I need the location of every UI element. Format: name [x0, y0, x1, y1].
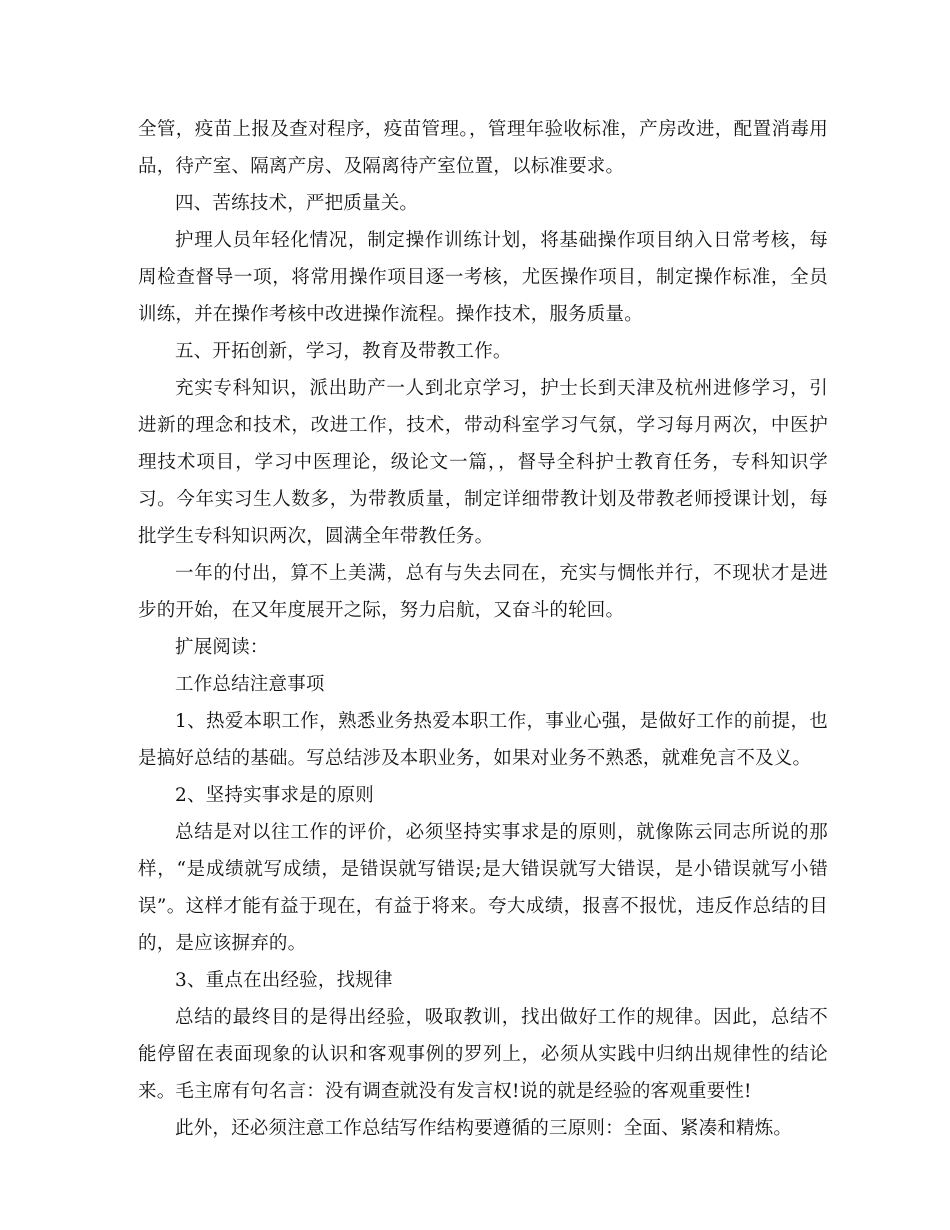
note-2-paragraph: 总结是对以往工作的评价，必须坚持实事求是的原则，就像陈云同志所说的那样，“是成绩就写成绩，是错误就写错误;是大错误就写大错误，是小错误就写小错误”。这样才能有益于现在，有益于将来。夸大成绩，报喜不报忧，违反作总结的目的，是应该摒弃的。 — [138, 822, 828, 954]
note-3-heading: 3、重点在出经验，找规律 — [175, 970, 393, 991]
paragraph-education: 充实专科知识，派出助产一人到北京学习，护士长到天津及杭州进修学习，引进新的理念和技术，改进工作，技术，带动科室学习气氛，学习每月两次，中医护理技术项目，学习中医理论，级论文一篇，，督导全科护士教育任务，专科知识学习。今年实习生人数多，为带教质量，制定详细带教计划及带教老师授课计划，每批学生专科知识两次，圆满全年带教任务。 — [138, 378, 828, 547]
notes-title: 工作总结注意事项 — [175, 674, 325, 695]
paragraph-training: 护理人员年轻化情况，制定操作训练计划，将基础操作项目纳入日常考核，每周检查督导一项，将常用操作项目逐一考核，尤医操作项目，制定操作标准，全员训练，并在操作考核中改进操作流程。操作技术，服务质量。 — [138, 230, 828, 325]
extended-reading-label: 扩展阅读： — [175, 637, 269, 658]
note-1-paragraph: 1、热爱本职工作，熟悉业务热爱本职工作，事业心强，是做好工作的前提，也是搞好总结的基础。写总结涉及本职业务，如果对业务不熟悉，就难免言不及义。 — [138, 711, 828, 769]
section-heading-4: 四、苦练技术，严把质量关。 — [175, 193, 419, 214]
final-paragraph: 此外，还必须注意工作总结写作结构要遵循的三原则：全面、紧凑和精炼。 — [175, 1118, 793, 1139]
paragraph-continuation: 全管，疫苗上报及查对程序，疫苗管理。，管理年验收标准，产房改进，配置消毒用品，待产室、隔离产房、及隔离待产室位置，以标准要求。 — [138, 119, 828, 177]
note-3-paragraph: 总结的最终目的是得出经验，吸取教训，找出做好工作的规律。因此，总结不能停留在表面现象的认识和客观事例的罗列上，必须从实践中归纳出规律性的结论来。毛主席有句名言：没有调查就没有发言权!说的就是经验的客观重要性! — [138, 1007, 828, 1102]
note-2-heading: 2、坚持实事求是的原则 — [175, 785, 374, 806]
document-body — [138, 111, 828, 1147]
section-heading-5: 五、开拓创新，学习，教育及带教工作。 — [175, 341, 512, 362]
paragraph-conclusion: 一年的付出，算不上美满，总有与失去同在，充实与惆怅并行，不现状才是进步的开始，在又年度展开之际，努力启航，又奋斗的轮回。 — [138, 563, 828, 621]
